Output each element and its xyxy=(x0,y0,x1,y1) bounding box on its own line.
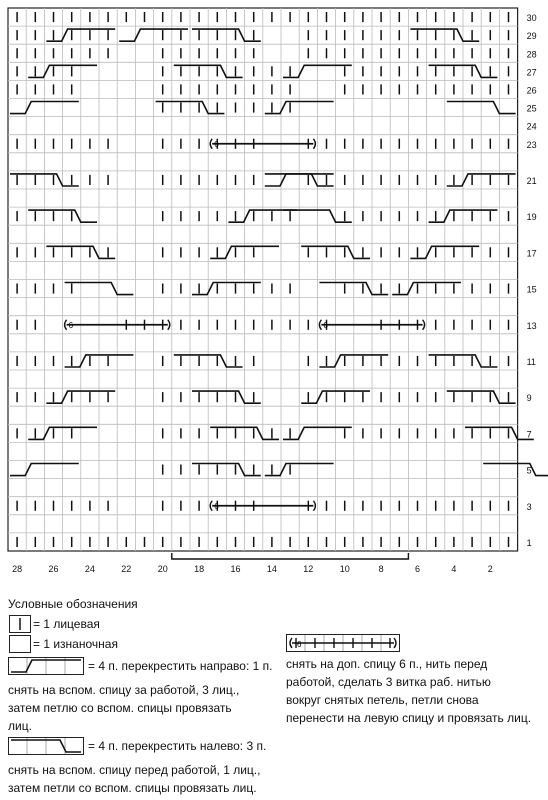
cross-right-line2: снять на вспом. спицу за работой, 3 лиц., xyxy=(8,683,240,697)
col-label: 28 xyxy=(12,564,23,574)
row-label: 23 xyxy=(526,139,537,150)
cross-right-line1: = 4 п. перекрестить направо: 1 п. xyxy=(88,659,273,673)
col-label: 12 xyxy=(303,564,314,574)
row-label: 25 xyxy=(526,103,537,114)
wrap-mark-label: 6 xyxy=(214,501,219,511)
row-label: 28 xyxy=(526,49,537,60)
repeat-bracket xyxy=(172,553,409,559)
cross-right-symbol xyxy=(8,657,84,675)
knit-legend-text: = 1 лицевая xyxy=(33,617,100,631)
col-label: 16 xyxy=(230,564,241,574)
wrap-line2: работой, сделать 3 витка раб. нитью xyxy=(286,675,491,689)
wrap-line4: перенести на левую спицу и провязать лиц. xyxy=(286,711,532,725)
purl-symbol xyxy=(9,635,31,653)
row-label: 3 xyxy=(526,501,532,512)
row-label: 13 xyxy=(526,320,537,331)
cross-left-line3: затем петли со вспом. спицы провязать лиц. xyxy=(8,781,257,795)
wrap-symbol-label: 6 xyxy=(297,640,302,649)
col-label: 6 xyxy=(414,564,421,574)
wrap-mark-label: 6 xyxy=(68,320,74,330)
row-label: 30 xyxy=(526,13,537,24)
row-label: 17 xyxy=(526,248,537,259)
col-label: 4 xyxy=(451,564,457,574)
col-label: 10 xyxy=(339,564,350,574)
col-label: 8 xyxy=(378,564,384,574)
cross-left-line1: = 4 п. перекрестить налево: 3 п. xyxy=(88,739,267,753)
row-label: 19 xyxy=(526,212,537,223)
row-labels xyxy=(527,13,537,548)
col-label: 24 xyxy=(84,564,95,574)
wrap-mark-label: 6 xyxy=(214,139,219,149)
repeat-bracket-line xyxy=(172,553,409,559)
cross-left-line2: снять на вспом. спицу перед работой, 1 лиц., xyxy=(8,763,261,777)
row-label: 27 xyxy=(526,67,537,78)
cross-right-line4: лиц. xyxy=(8,719,32,733)
cross-left-symbol xyxy=(8,737,84,755)
wrap-symbol xyxy=(286,634,400,652)
row-label: 24 xyxy=(526,121,537,132)
row-label: 26 xyxy=(526,85,537,96)
purl-legend-text: = 1 изнаночная xyxy=(33,637,118,651)
column-labels xyxy=(12,564,493,574)
wrap-line1: снять на доп. спицу 6 п., нить перед xyxy=(286,657,488,671)
wrap-mark-label: 6 xyxy=(323,320,328,330)
col-label: 14 xyxy=(266,564,277,574)
col-label: 20 xyxy=(157,564,168,574)
row-label: 21 xyxy=(526,175,537,186)
col-label: 2 xyxy=(487,564,493,574)
wrap-line3: вокруг снятых петель, петли снова xyxy=(286,693,479,707)
knit-symbol xyxy=(9,615,31,633)
col-label: 26 xyxy=(48,564,59,574)
row-label: 15 xyxy=(526,284,537,295)
row-label: 7 xyxy=(526,429,532,440)
row-label: 11 xyxy=(526,356,536,367)
row-label: 1 xyxy=(526,537,532,548)
col-label: 18 xyxy=(194,564,205,574)
chart-grid xyxy=(8,8,518,551)
row-label: 9 xyxy=(526,393,532,404)
legend-title: Условные обозначения xyxy=(8,597,138,611)
col-label: 22 xyxy=(121,564,132,574)
row-label: 29 xyxy=(526,31,537,42)
cross-right-line3: затем петлю со вспом. спицы провязать xyxy=(8,701,232,715)
row-label: 5 xyxy=(526,465,532,476)
